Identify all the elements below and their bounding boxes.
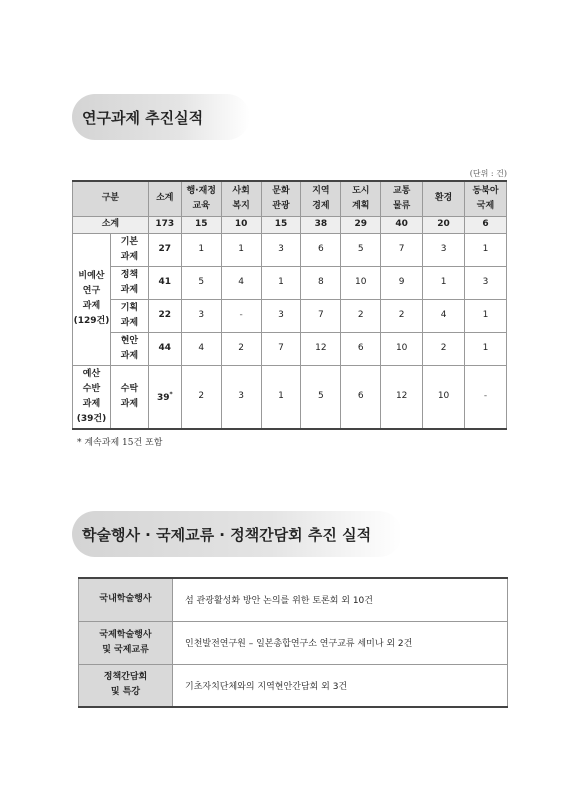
table-cell: 3 [181, 299, 221, 332]
table-cell: 38 [301, 216, 341, 233]
row-label: 정책간담회 및 특강 [79, 664, 173, 707]
table-row [73, 233, 507, 266]
table-cell: 1 [221, 233, 261, 266]
unit-label: (단위 : 건) [469, 169, 507, 178]
sub-label-cell: 현안 과제 [110, 332, 148, 365]
table-cell: 29 [341, 216, 381, 233]
table-cell: 6 [465, 216, 507, 233]
table-cell: 6 [301, 233, 341, 266]
table-cell: - [221, 299, 261, 332]
table-row [73, 266, 507, 299]
table-cell: 12 [381, 365, 423, 429]
table-row [73, 365, 507, 429]
table-cell: 9 [381, 266, 423, 299]
table-cell: 15 [261, 216, 301, 233]
table-row [79, 621, 508, 664]
sub-label-cell: 수탁 과제 [110, 365, 148, 429]
table-cell: 10 [423, 365, 465, 429]
row-label: 국내학술행사 [79, 578, 173, 621]
table-row [73, 332, 507, 365]
table-cell: 3 [423, 233, 465, 266]
section-title-research [72, 94, 250, 140]
total-value: 39 [156, 393, 170, 404]
table-cell: 10 [341, 266, 381, 299]
row-value: 섬 관광활성화 방안 논의를 위한 토론회 외 10건 [173, 578, 508, 621]
sub-label-cell: 기본 과제 [110, 233, 148, 266]
table-cell: 소계 [73, 216, 149, 233]
table-cell: 4 [423, 299, 465, 332]
table-cell: 6 [341, 332, 381, 365]
table-cell: 3 [261, 299, 301, 332]
section-title-text: 학술행사 · 국제교류 · 정책간담회 추진 실적 [82, 525, 372, 544]
table-cell: 10 [381, 332, 423, 365]
table-row [73, 299, 507, 332]
table-cell: 7 [261, 332, 301, 365]
table-cell: 3 [465, 266, 507, 299]
table-cell: 5 [181, 266, 221, 299]
header-cell: 도시 계획 [341, 181, 381, 216]
table-cell: 6 [341, 365, 381, 429]
table-cell: 7 [301, 299, 341, 332]
table-cell: 2 [221, 332, 261, 365]
group-label-cell: 예산 수반 과제 (39건) [73, 365, 111, 429]
table-cell: 1 [181, 233, 221, 266]
table-row [79, 578, 508, 621]
header-cell: 문화 관광 [261, 181, 301, 216]
table-cell: 10 [221, 216, 261, 233]
header-cell: 행·재정 교육 [181, 181, 221, 216]
sub-label-cell: 정책 과제 [110, 266, 148, 299]
table-sum-row [73, 216, 507, 233]
header-cell: 환경 [423, 181, 465, 216]
table-cell: 1 [465, 233, 507, 266]
header-cell: 사회 복지 [221, 181, 261, 216]
table-row [79, 664, 508, 707]
group-label-cell: 비예산 연구 과제 (129건) [73, 233, 111, 365]
table-cell [148, 365, 181, 429]
footnote-mark: * [169, 391, 173, 399]
table-cell: 3 [261, 233, 301, 266]
table-cell: 41 [148, 266, 181, 299]
table-cell: 173 [148, 216, 181, 233]
header-cell: 구분 [73, 181, 149, 216]
table-header-row [73, 181, 507, 216]
table-cell: 5 [341, 233, 381, 266]
table-cell: 7 [381, 233, 423, 266]
row-label: 국제학술행사 및 국제교류 [79, 621, 173, 664]
table-cell: 1 [465, 299, 507, 332]
table-cell: 15 [181, 216, 221, 233]
table-cell: 3 [221, 365, 261, 429]
header-cell: 동북아 국제 [465, 181, 507, 216]
table-cell: 4 [181, 332, 221, 365]
table-cell: 44 [148, 332, 181, 365]
table-cell: 1 [423, 266, 465, 299]
table-cell: 20 [423, 216, 465, 233]
table-cell: 2 [341, 299, 381, 332]
table-cell: 4 [221, 266, 261, 299]
section-title-events [72, 511, 402, 557]
header-cell: 지역 경제 [301, 181, 341, 216]
section-title-text: 연구과제 추진실적 [82, 108, 204, 127]
research-stats-table [72, 180, 507, 430]
header-cell: 소계 [148, 181, 181, 216]
table-cell: 2 [423, 332, 465, 365]
header-cell: 교통 물류 [381, 181, 423, 216]
table-cell: 12 [301, 332, 341, 365]
table-cell: 1 [261, 365, 301, 429]
table-cell: 2 [381, 299, 423, 332]
row-value: 기초자치단체와의 지역현안간담회 외 3건 [173, 664, 508, 707]
table-cell: 40 [381, 216, 423, 233]
table-cell: - [465, 365, 507, 429]
table-cell: 1 [465, 332, 507, 365]
row-value: 인천발전연구원 – 일본총합연구소 연구교류 세미나 외 2건 [173, 621, 508, 664]
table-cell: 1 [261, 266, 301, 299]
table-cell: 8 [301, 266, 341, 299]
table-cell: 22 [148, 299, 181, 332]
table-cell: 5 [301, 365, 341, 429]
events-table [78, 577, 508, 708]
sub-label-cell: 기획 과제 [110, 299, 148, 332]
table-cell: 2 [181, 365, 221, 429]
table-footnote: * 계속과제 15건 포함 [77, 438, 163, 448]
table-cell: 27 [148, 233, 181, 266]
